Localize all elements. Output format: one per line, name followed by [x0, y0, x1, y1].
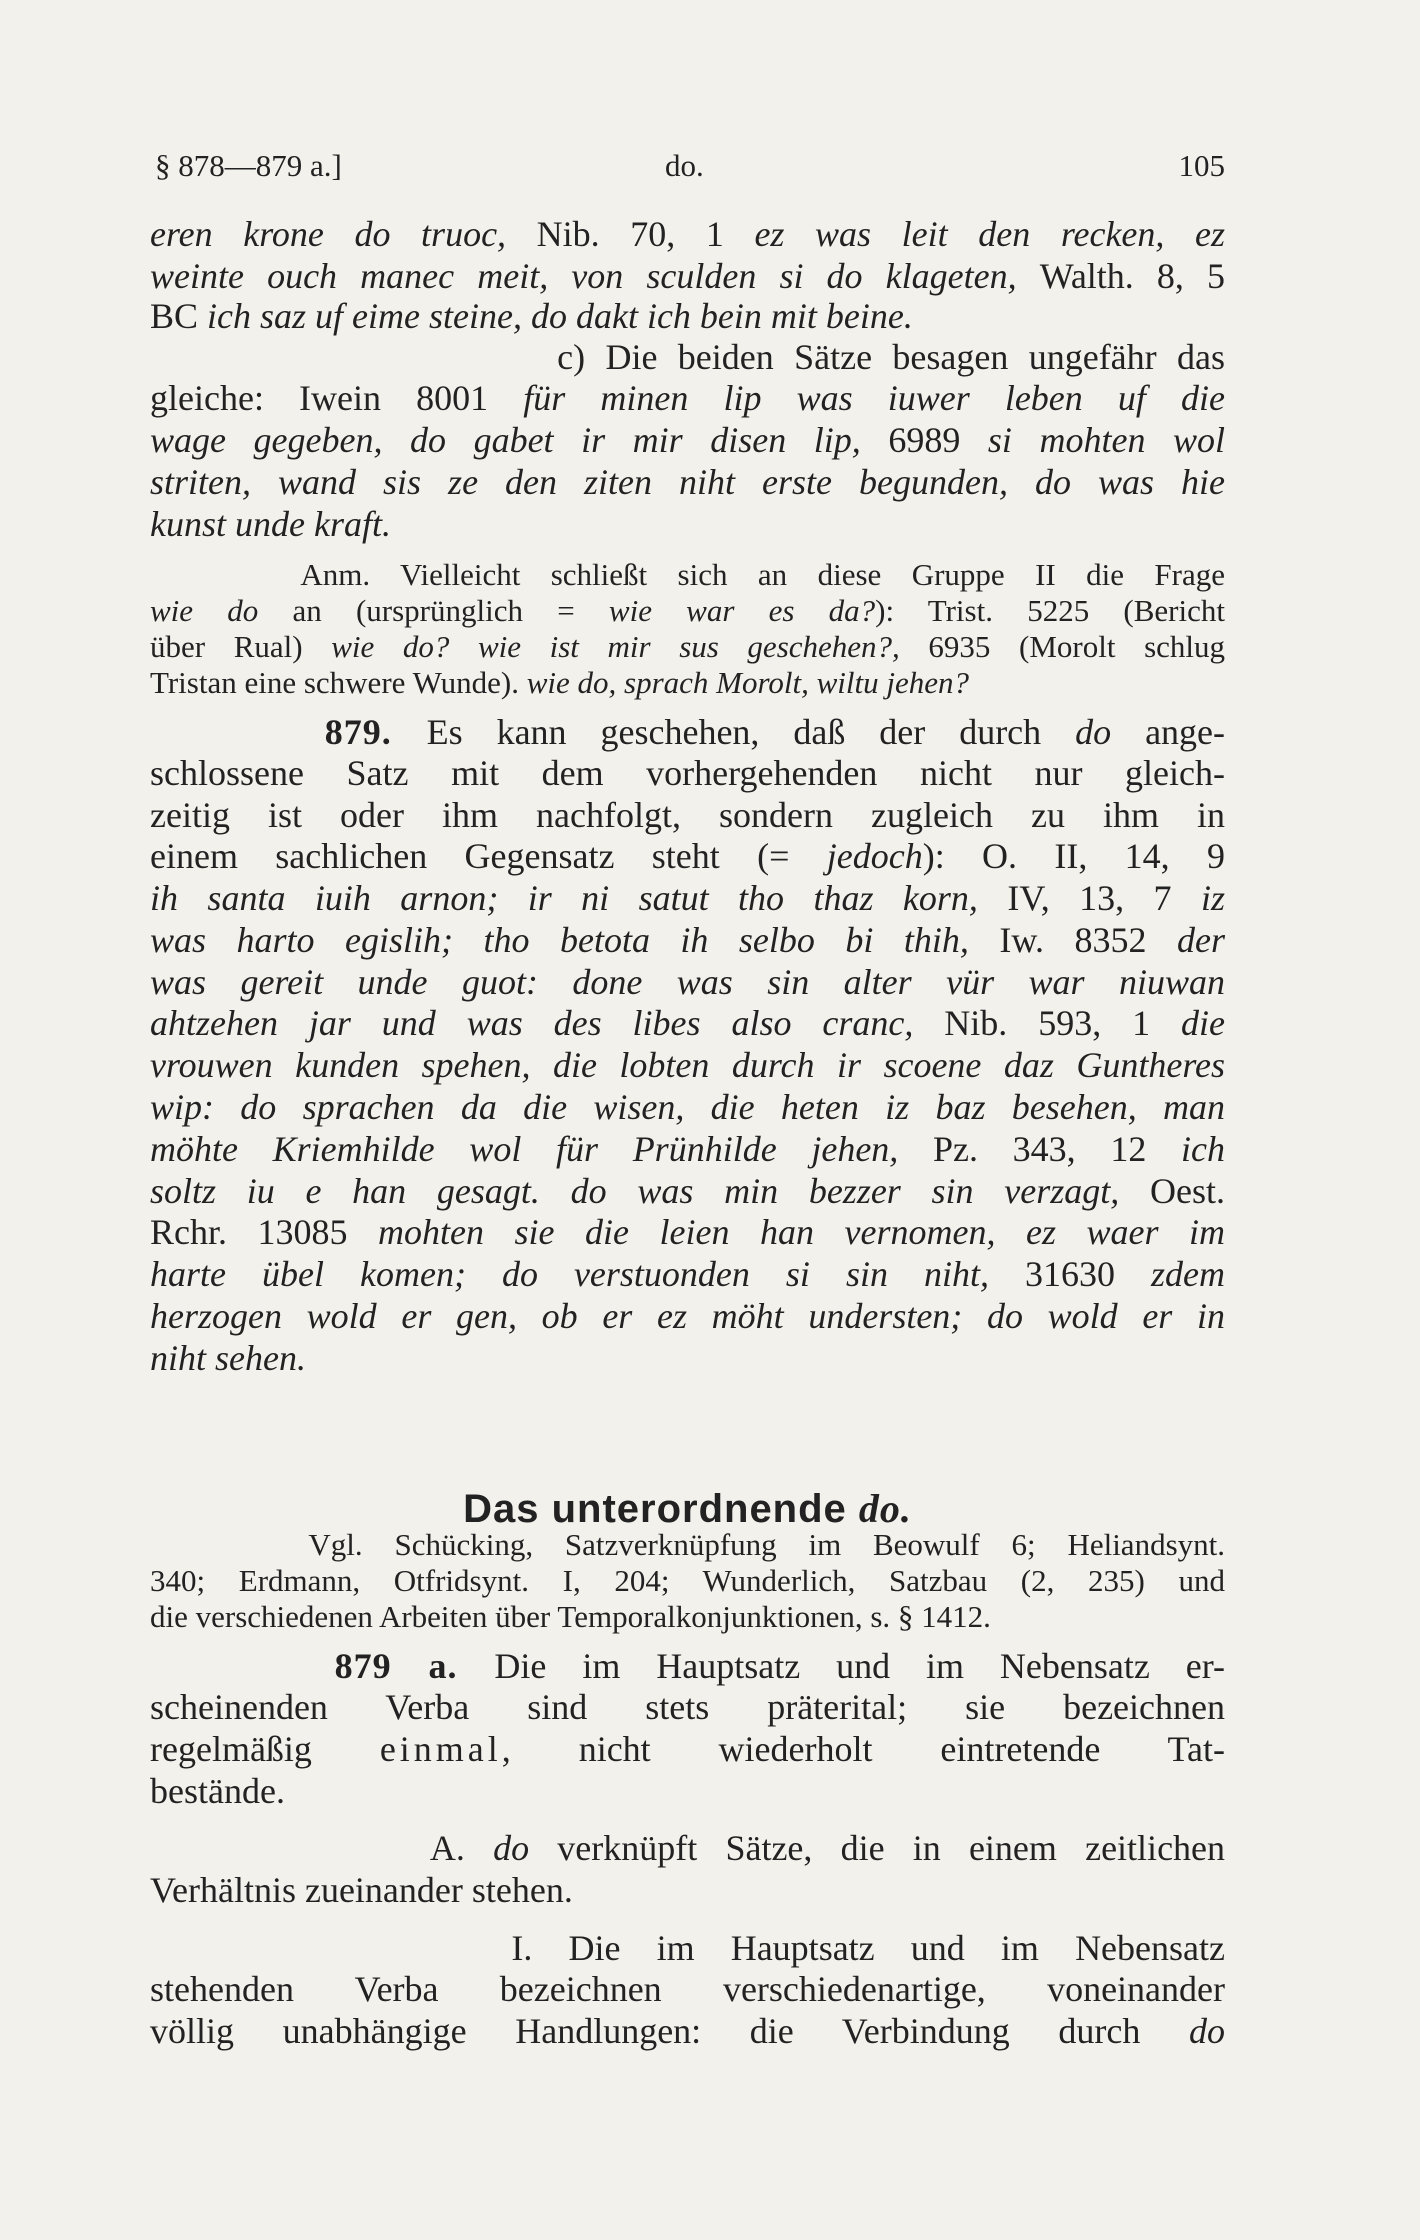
paragraph-number: 879.	[150, 712, 427, 752]
text-line	[150, 918, 1225, 962]
italic-run: soltz iu e han gesagt. do was min bezzer sin verzagt,	[150, 1171, 1150, 1211]
text-run: Rchr. 13085	[150, 1212, 379, 1252]
text-run: die verschiedenen Arbeiten über Temporalkonjunktionen, s. § 1412.	[150, 1599, 991, 1634]
text-line	[150, 212, 1225, 256]
text-line	[150, 1967, 1225, 2011]
text-line	[150, 1868, 1225, 1912]
italic-run: der	[1177, 920, 1225, 960]
italic-run: zdem	[1151, 1254, 1225, 1294]
italic-run: für minen lip was iuwer leben uf die	[523, 378, 1225, 418]
text-run: scheinenden Verba sind stets präterital; sie bezeichnen	[150, 1687, 1225, 1727]
text-line	[150, 1085, 1225, 1129]
text-line	[150, 1644, 1225, 1688]
text-run: stehenden Verba bezeichnen verschiedenartige, voneinander	[150, 1969, 1225, 2009]
text-line	[150, 1526, 1225, 1563]
text-run: Tristan eine schwere Wunde).	[150, 665, 527, 700]
italic-run: harte übel komen; do verstuonden si sin niht,	[150, 1254, 1025, 1294]
text-run: Die im Hauptsatz und im Nebensatz er-	[494, 1646, 1226, 1686]
text-line	[150, 2009, 1225, 2053]
italic-run: ih santa iuih arnon; ir ni satut tho thaz korn,	[150, 878, 1008, 918]
italic-run: iz	[1200, 878, 1225, 918]
text-run: über Rual)	[150, 629, 332, 664]
text-run: Iw. 8352	[999, 920, 1177, 960]
text-line	[150, 418, 1225, 462]
italic-run: si mohten wol	[987, 420, 1226, 460]
text-line	[150, 876, 1225, 920]
text-line	[150, 1598, 1225, 1635]
italic-run: ich	[1181, 1129, 1225, 1169]
text-line	[150, 1169, 1225, 1213]
text-run: ): Trist. 5225 (Bericht	[875, 593, 1225, 628]
text-line	[150, 1252, 1225, 1296]
text-run: schlossene Satz mit dem vorhergehenden nicht nur gleich-	[150, 753, 1225, 793]
text-run: zeitig ist oder ihm nachfolgt, sondern zugleich zu ihm in	[150, 795, 1225, 835]
text-run: Anm. Vielleicht schließt sich an diese Gruppe II die Frage	[150, 557, 1225, 592]
text-line	[150, 376, 1225, 420]
text-run: ange-	[1145, 712, 1226, 752]
heading-keyword: do.	[858, 1486, 912, 1531]
italic-run: ich saz uf eime steine, do dakt ich bein mit beine.	[207, 296, 913, 336]
text-run: I. Die im Hauptsatz und im Nebensatz	[150, 1928, 1225, 1968]
italic-run: was gereit unde guot: done was sin alter vür war niuwan	[150, 962, 1225, 1002]
text-run: Walth. 8, 5	[1039, 256, 1226, 296]
text-line	[150, 751, 1225, 795]
text-run: 6935 (Morolt schlug	[928, 629, 1225, 664]
text-run: gleiche: Iwein 8001	[150, 378, 524, 418]
italic-run: niht sehen.	[150, 1338, 306, 1378]
italic-run: möhte Kriemhilde wol für Prünhilde jehen,	[150, 1129, 933, 1169]
text-run: einem sachlichen Gegensatz steht (=	[150, 836, 827, 876]
text-line	[150, 294, 1225, 338]
italic-run: ez was leit den recken, ez	[754, 214, 1225, 254]
text-line	[150, 460, 1225, 504]
text-run: regelmäßig	[150, 1729, 380, 1769]
text-line	[150, 1336, 1225, 1380]
italic-run: do	[493, 1828, 558, 1868]
text-line	[150, 1685, 1225, 1729]
italic-run: wie do? wie ist mir sus geschehen?,	[331, 629, 929, 664]
text-line	[150, 710, 1225, 754]
text-run: Vgl. Schücking, Satzverknüpfung im Beowulf 6; Heliandsynt.	[150, 1527, 1225, 1562]
running-header	[155, 148, 1225, 188]
paragraph-number: 879 a.	[150, 1646, 495, 1686]
text-run: verknüpft Sätze, die in einem zeitlichen	[557, 1828, 1226, 1868]
text-line	[150, 1926, 1225, 1970]
text-run: Pz. 343, 12	[932, 1129, 1182, 1169]
text-line	[150, 1562, 1225, 1599]
text-line	[150, 793, 1225, 837]
italic-run: wie war es da?	[608, 593, 876, 628]
header-title: do.	[665, 148, 704, 183]
italic-run: vrouwen kunden spehen, die lobten durch ir scoene daz Guntheres	[150, 1045, 1225, 1085]
text-line	[150, 1294, 1225, 1338]
italic-run: kunst unde kraft.	[150, 504, 391, 544]
text-run: A.	[150, 1828, 494, 1868]
italic-run: wip: do sprachen da die wisen, die heten iz baz besehen, man	[150, 1087, 1225, 1127]
text-line	[150, 1127, 1225, 1171]
text-line	[150, 628, 1225, 665]
text-run: c) Die beiden Sätze besagen ungefähr das	[150, 337, 1225, 377]
text-run: 340; Erdmann, Otfridsynt. I, 204; Wunderlich, Satzbau (2, 235) und	[150, 1563, 1225, 1598]
text-run: ): O. II, 14, 9	[922, 836, 1225, 876]
italic-run: mohten sie die leien han vernomen, ez waer im	[378, 1212, 1225, 1252]
page-number: 105	[1178, 148, 1225, 183]
text-line	[150, 1210, 1225, 1254]
italic-run: herzogen wold er gen, ob er ez möht understen; do wold er in	[150, 1296, 1225, 1336]
italic-run: jedoch	[826, 836, 923, 876]
text-run: IV, 13, 7	[1007, 878, 1201, 918]
italic-run: do	[1189, 2011, 1225, 2051]
italic-run: wie do, sprach Morolt, wiltu jehen?	[526, 665, 969, 700]
italic-run: die	[1181, 1003, 1226, 1043]
italic-run: wage gegeben, do gabet ir mir disen lip,	[150, 420, 889, 460]
text-run: einmal	[379, 1729, 502, 1769]
text-line	[150, 1001, 1225, 1045]
text-line	[150, 592, 1225, 629]
text-run: an (ursprünglich =	[292, 593, 609, 628]
text-run: Nib. 70, 1	[536, 214, 755, 254]
text-line	[150, 556, 1225, 593]
text-run: bestände.	[150, 1771, 285, 1811]
section-range: § 878—879 a.]	[155, 148, 342, 183]
italic-run: was harto egislih; tho betota ih selbo bi thih,	[150, 920, 1000, 960]
text-line	[150, 960, 1225, 1004]
text-line	[150, 1043, 1225, 1087]
text-run: völlig unabhängige Handlungen: die Verbindung durch	[150, 2011, 1189, 2051]
text-line	[150, 1769, 1225, 1813]
text-line	[150, 664, 1225, 701]
heading-text: Das unterordnende	[463, 1487, 859, 1531]
italic-run: wie do	[150, 593, 293, 628]
italic-run: weinte ouch manec meit, von sculden si do klageten,	[150, 256, 1040, 296]
section-heading	[150, 1485, 1225, 1532]
text-run: Oest.	[1150, 1171, 1225, 1211]
text-run: Es kann geschehen, daß der durch	[426, 712, 1076, 752]
italic-run: striten, wand sis ze den ziten niht erste begunden, do was hie	[150, 462, 1225, 502]
italic-run: eren krone do truoc,	[150, 214, 537, 254]
text-line	[150, 335, 1225, 379]
text-run: BC	[150, 296, 208, 336]
text-line	[150, 1826, 1225, 1870]
text-run: , nicht wiederholt eintretende Tat-	[501, 1729, 1225, 1769]
italic-run: do	[1075, 712, 1146, 752]
italic-run: ahtzehen jar und was des libes also cranc,	[150, 1003, 945, 1043]
text-line	[150, 502, 1225, 546]
text-line	[150, 834, 1225, 878]
text-run: Nib. 593, 1	[944, 1003, 1182, 1043]
text-line	[150, 254, 1225, 298]
text-run: 31630	[1024, 1254, 1151, 1294]
text-line	[150, 1727, 1225, 1771]
text-run: 6989	[888, 420, 988, 460]
text-run: Verhältnis zueinander stehen.	[150, 1870, 573, 1910]
